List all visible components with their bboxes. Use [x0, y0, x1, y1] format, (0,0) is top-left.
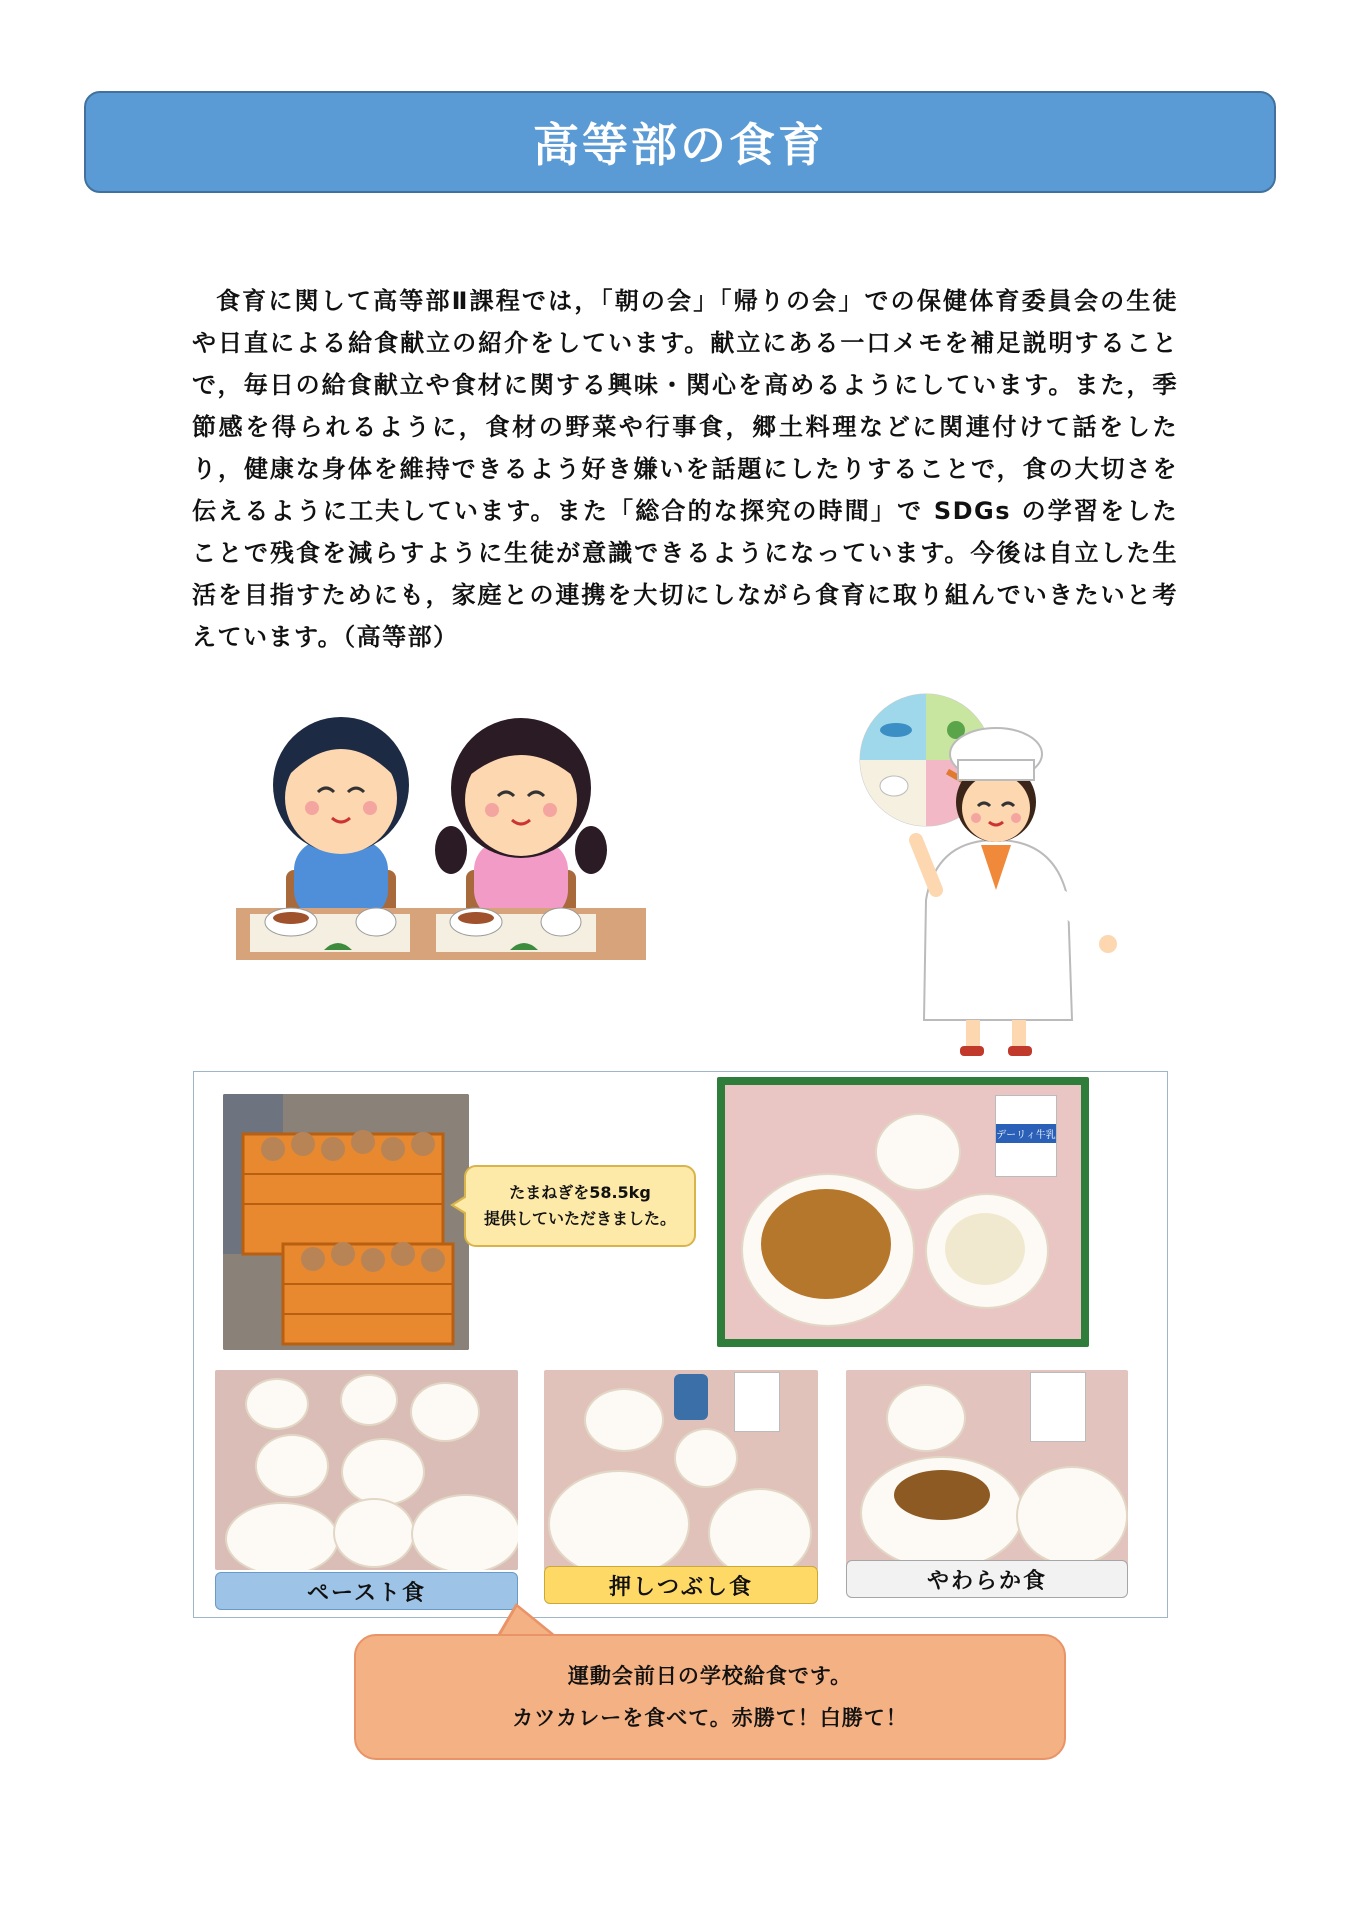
onion-bubble-line2: 提供していただきました。 [483, 1209, 676, 1228]
onion-bubble-line1: たまねぎを58.5kg [509, 1183, 651, 1202]
label-paste-meal: ペースト食 [215, 1572, 518, 1610]
soft-meal-photo [846, 1370, 1128, 1566]
label-mashed-meal: 押しつぶし食 [544, 1566, 818, 1604]
body-paragraph: 食育に関して高等部Ⅱ課程では，「朝の会」「帰りの会」での保健体育委員会の生徒や日直による給食献立の紹介をしています。献立にある一口メモを補足説明することで，毎日の給食献立や食材に関する興味・関心を高めるようにしています。また，季節感を得られるように，食材の野菜や行事食，郷土料理などに関連付けて話をしたり，健康な身体を維持できるよう好き嫌いを話題にしたりすることで，食の大切さを伝えるように工夫しています。また「総合的な探究の時間」で SDGs の学習をしたことで残食を減らすように生徒が意識できるようになっています。今後は自立した生活を目指すためにも，家庭との連携を大切にしながら食育に取り組んでいきたいと考えています。（高等部） [192, 287, 1178, 651]
page-title: 高等部の食育 [533, 118, 827, 172]
milk-carton-label: デーリィ牛乳 [996, 1124, 1056, 1143]
mashed-meal-photo [544, 1370, 818, 1570]
event-bubble-line1: 運動会前日の学校給食です。 [567, 1664, 853, 1688]
event-bubble-line2: カツカレーを食べて。赤勝て！白勝て！ [512, 1706, 908, 1730]
title-banner [84, 91, 1276, 193]
label-soft-meal: やわらか食 [846, 1560, 1128, 1598]
onion-donation-bubble [464, 1165, 696, 1247]
paste-meal-photo [215, 1370, 518, 1570]
students-eating-illustration [236, 700, 646, 960]
nutritionist-illustration [836, 690, 1136, 1060]
katsu-curry-photo [717, 1077, 1089, 1347]
onion-crates-photo [223, 1094, 469, 1350]
sports-day-lunch-bubble [354, 1634, 1066, 1760]
